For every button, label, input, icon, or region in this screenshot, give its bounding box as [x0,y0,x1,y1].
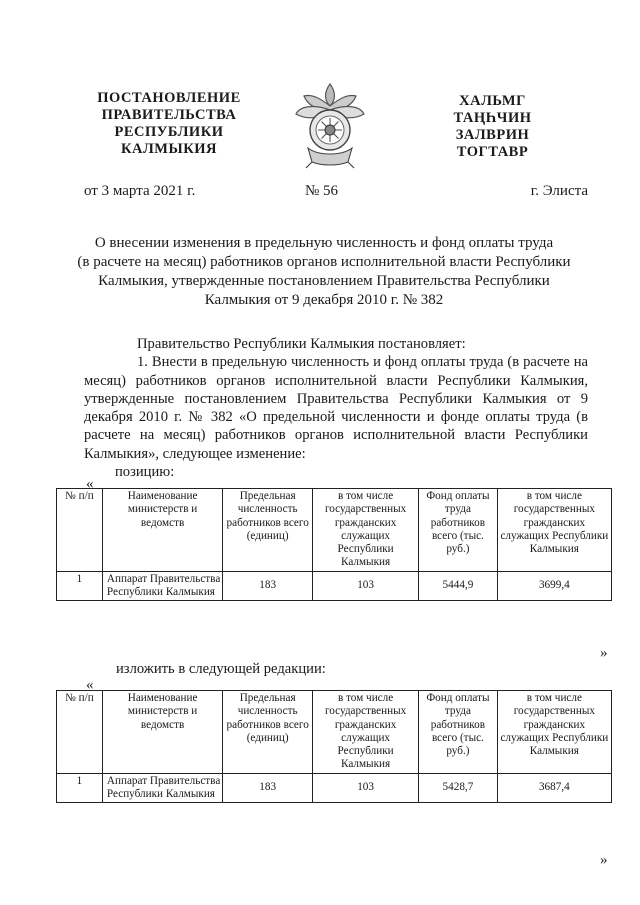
header-left-title [80,90,258,158]
header-left-line: РЕСПУБЛИКИ [114,124,224,140]
table-new-position [56,690,612,803]
header-cell: Предельная численность работников всего (единиц) [223,691,313,774]
ministry-name-cell: Аппарат Правительства Республики Калмыкия [102,571,222,601]
header-right-line: ЗАЛВРИН [455,127,530,143]
row-number-cell: 1 [57,571,103,601]
document-title [60,234,588,310]
header-right-line: ТАҢҺЧИН [453,110,532,126]
document-body [84,335,588,481]
header-left-line: КАЛМЫКИЯ [121,141,217,157]
document-number: № 56 [305,183,339,199]
header-right-title [420,93,565,161]
table-header-row [57,691,612,774]
headcount-cell: 183 [223,571,313,601]
title-line: Калмыкия от 9 декабря 2010 г. № 382 [204,292,444,308]
header-left-line: ПРАВИТЕЛЬСТВА [101,107,237,123]
decree-item-1: 1. Внести в предельную численность и фонд оплаты труда (в расчете на месяц) работников органов исполнительной власти Республики Калмыкия, утвержденные постановлением Правительства Республики Калмыкия от 9 декабря 2010 г. № 382 «О предельной численности и фонде оплаты труда (в расчете на месяц) работников органов исполнительной власти Республики Калмыкия», следующее изменение: [84,354,588,462]
header-left-line: ПОСТАНОВЛЕНИЕ [97,90,241,106]
decree-intro: Правительство Республики Калмыкия постановляет: [137,336,466,352]
header-cell: Предельная численность работников всего (единиц) [223,489,313,572]
civil-servants-wage-cell: 3687,4 [497,773,611,803]
ministry-name-cell: Аппарат Правительства Республики Калмыкия [102,773,222,803]
header-cell: Наименование министерств и ведомств [102,691,222,774]
document-date: от 3 марта 2021 г. [84,183,196,199]
headcount-cell: 183 [223,773,313,803]
quote-open: « [86,476,94,492]
table-row [57,571,612,601]
title-line: О внесении изменения в предельную численность и фонд оплаты труда [94,235,554,251]
title-line: Калмыкия, утвержденные постановлением Правительства Республики [98,273,550,289]
table-old-position [56,488,612,601]
header-cell: в том числе государственных гражданских служащих Республики Калмыкия [497,691,611,774]
quote-close: » [600,852,608,868]
header-cell: Фонд оплаты труда работников всего (тыс. руб.) [419,489,498,572]
row-number-cell: 1 [57,773,103,803]
quote-open: « [86,677,94,693]
header-right-line: ТОГТАВР [456,144,529,160]
title-line: (в расчете на месяц) работников органов исполнительной власти Республики [77,254,571,270]
civil-servants-count-cell: 103 [313,773,419,803]
position-label: позицию: [115,464,175,481]
header-cell: в том числе государственных гражданских служащих Республики Калмыкия [313,489,419,572]
header-cell: № п/п [57,691,103,774]
civil-servants-wage-cell: 3699,4 [497,571,611,601]
header-right-line: ХАЛЬМГ [459,93,526,109]
document-city: г. Элиста [530,183,588,199]
header-cell: Наименование министерств и ведомств [102,489,222,572]
header-cell: в том числе государственных гражданских служащих Республики Калмыкия [497,489,611,572]
wage-fund-cell: 5444,9 [419,571,498,601]
header-cell: в том числе государственных гражданских служащих Республики Калмыкия [313,691,419,774]
table-row [57,773,612,803]
header-cell: № п/п [57,489,103,572]
wage-fund-cell: 5428,7 [419,773,498,803]
table-header-row [57,489,612,572]
header-cell: Фонд оплаты труда работников всего (тыс. руб.) [419,691,498,774]
calmykia-coat-of-arms-icon [290,78,370,170]
quote-close: » [600,645,608,661]
new-wording-label: изложить в следующей редакции: [116,661,326,677]
civil-servants-count-cell: 103 [313,571,419,601]
